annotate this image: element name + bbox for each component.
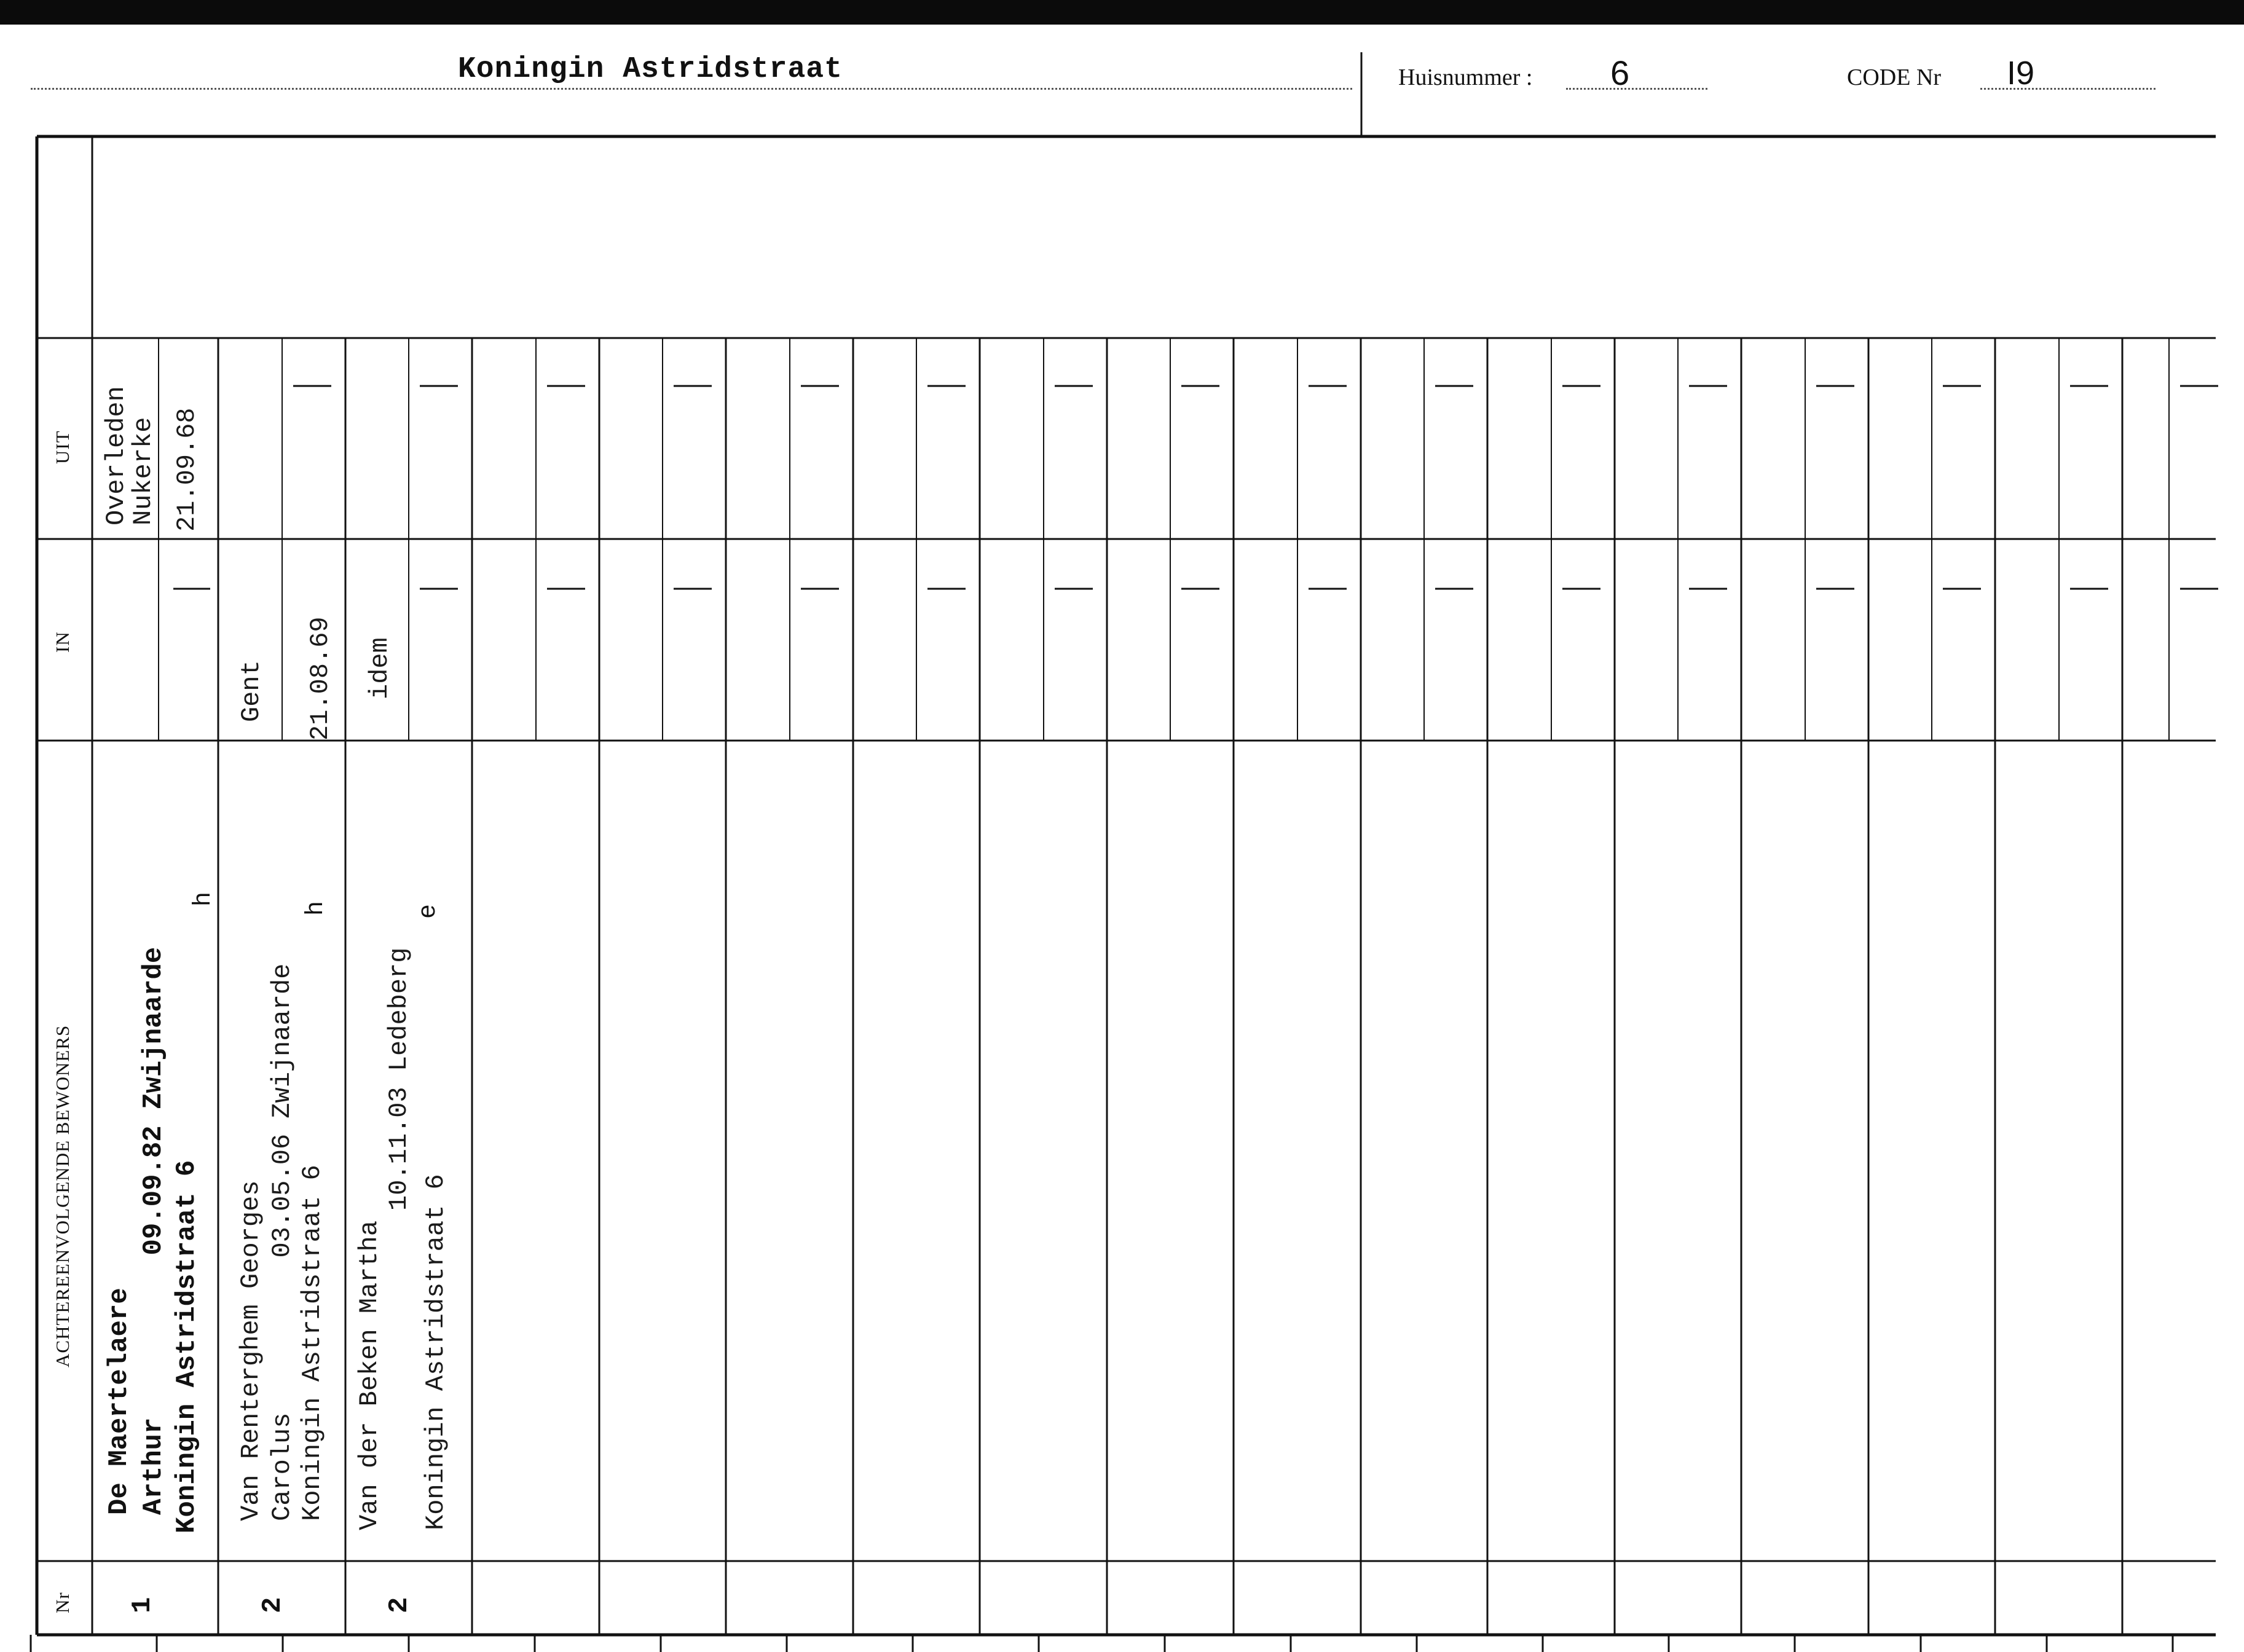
in-row-label: IN <box>52 631 73 653</box>
entry-3-resident-line-1: Van der Beken Martha <box>355 1220 384 1530</box>
entry-2-in-line-1: Gent <box>237 660 266 722</box>
entry-1-uit-line-1: Overleden <box>101 386 131 525</box>
entry-1-resident-line-1: De Maertelaere <box>104 1288 135 1515</box>
entry-1-uit-line-3: 21.09.68 <box>172 407 202 532</box>
entry-2-resident-line-2: Carolus 03.05.06 Zwijnaarde <box>267 963 297 1521</box>
entry-2-resident-line-1: Van Renterghem Georges <box>236 1180 266 1521</box>
entry-2-resident-line-3: Koningin Astridstraat 6 <box>297 1165 327 1521</box>
entry-1-symbol: h <box>190 891 218 907</box>
entry-1-resident-line-2: Arthur 09.09.82 Zwijnaarde <box>138 946 169 1515</box>
entry-3-resident-line-2: 10.11.03 Ledeberg <box>384 947 414 1211</box>
entry-2-symbol: h <box>302 900 330 916</box>
entry-1-resident-line-3: Koningin Astridstraat 6 <box>171 1160 202 1533</box>
entry-3-in-line-1: idem <box>365 637 395 699</box>
entry-1-uit-line-2: Nukerke <box>128 417 158 525</box>
code-label: CODE Nr <box>1847 65 1942 90</box>
house-number-value: 6 <box>1610 53 1630 92</box>
code-number-value: I9 <box>2007 55 2035 92</box>
entry-1-nr: 1 <box>127 1597 158 1613</box>
entry-3-symbol: e <box>415 903 443 919</box>
entry-2-in-line-2: 21.08.69 <box>305 616 335 741</box>
entry-3-nr: 2 <box>384 1597 415 1613</box>
entry-2-nr: 2 <box>258 1597 288 1613</box>
nr-row-label: Nr <box>52 1592 73 1613</box>
entry-3-resident-line-3: Koningin Astridstraat 6 <box>421 1174 451 1530</box>
house-number-label: Huisnummer : <box>1398 65 1533 90</box>
street-name: Koningin Astridstraat <box>458 53 843 86</box>
residents-row-label: ACHTEREENVOLGENDE BEWONERS <box>52 1025 73 1367</box>
uit-row-label: UIT <box>52 430 73 464</box>
